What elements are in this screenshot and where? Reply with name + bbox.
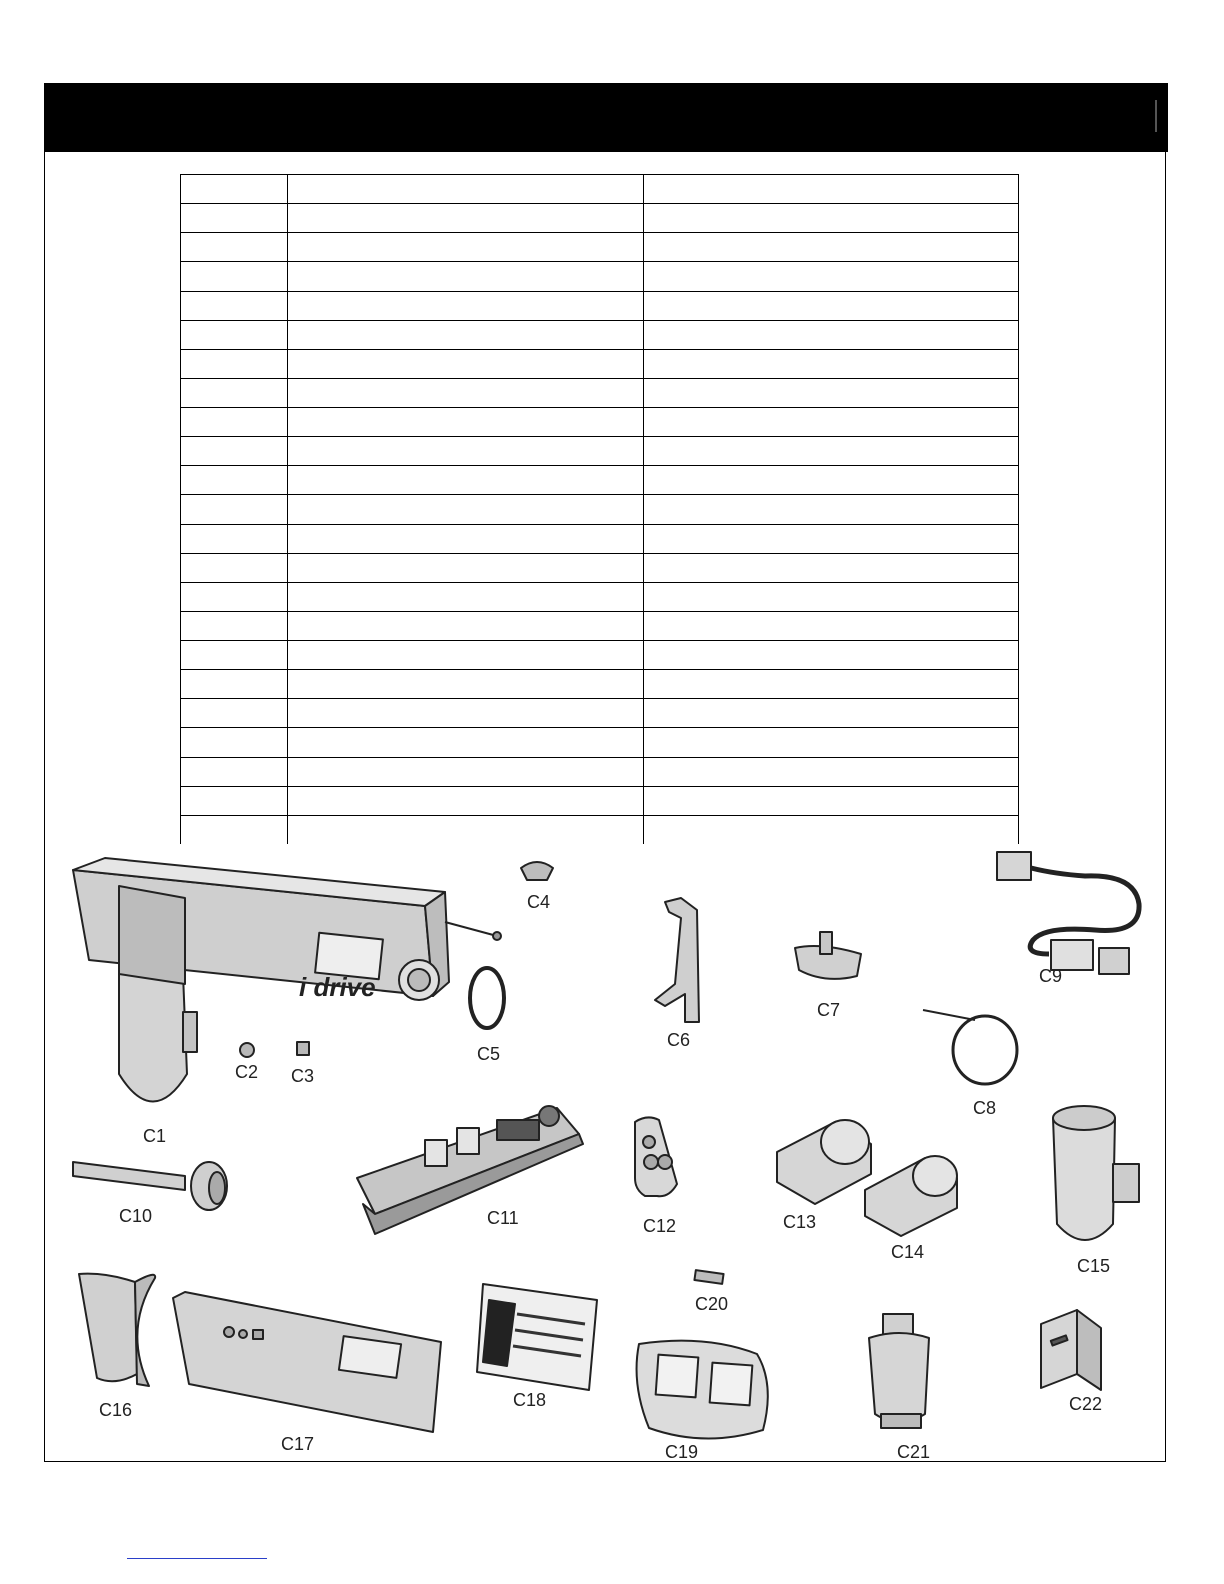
table-cell bbox=[644, 291, 1019, 320]
table-cell bbox=[181, 408, 288, 437]
table-cell bbox=[288, 320, 644, 349]
part-label-c13: C13 bbox=[783, 1212, 817, 1232]
table-cell bbox=[288, 670, 644, 699]
part-label-c4: C4 bbox=[527, 892, 551, 912]
part-label-c8: C8 bbox=[973, 1098, 997, 1118]
part-label-c14: C14 bbox=[891, 1242, 925, 1262]
table-cell bbox=[181, 641, 288, 670]
operator-unit-c1 bbox=[73, 858, 501, 1102]
table-cell bbox=[644, 670, 1019, 699]
table-row bbox=[181, 670, 1019, 699]
table-cell bbox=[644, 757, 1019, 786]
part-label-c21: C21 bbox=[897, 1442, 931, 1461]
table-cell bbox=[288, 437, 644, 466]
table-cell bbox=[288, 495, 644, 524]
table-cell bbox=[181, 757, 288, 786]
part-label-c12: C12 bbox=[643, 1216, 677, 1236]
table-cell bbox=[288, 466, 644, 495]
table-row bbox=[181, 437, 1019, 466]
table-cell bbox=[288, 582, 644, 611]
table-row bbox=[181, 495, 1019, 524]
part-label-c15: C15 bbox=[1077, 1256, 1111, 1276]
header-divider bbox=[1155, 100, 1157, 132]
table-cell bbox=[288, 699, 644, 728]
part-label-c16: C16 bbox=[99, 1400, 133, 1420]
table-cell bbox=[644, 262, 1019, 291]
table-row bbox=[181, 204, 1019, 233]
table-row bbox=[181, 699, 1019, 728]
table-cell bbox=[288, 553, 644, 582]
table-cell bbox=[288, 728, 644, 757]
o-ring-c5 bbox=[470, 968, 504, 1028]
table-cell bbox=[644, 204, 1019, 233]
pin-c20 bbox=[694, 1270, 723, 1284]
table-cell bbox=[181, 524, 288, 553]
wall-control-c19 bbox=[637, 1341, 768, 1439]
table-row bbox=[181, 262, 1019, 291]
part-label-c7: C7 bbox=[817, 1000, 841, 1020]
table-cell bbox=[644, 786, 1019, 815]
table-cell bbox=[288, 611, 644, 640]
side-panel-c16 bbox=[79, 1274, 155, 1386]
table-cell bbox=[181, 495, 288, 524]
footer-link-underline bbox=[127, 1558, 267, 1559]
part-label-c20: C20 bbox=[695, 1294, 729, 1314]
table-cell bbox=[644, 408, 1019, 437]
table-row bbox=[181, 786, 1019, 815]
table-cell bbox=[181, 320, 288, 349]
table-cell bbox=[644, 320, 1019, 349]
table-cell bbox=[181, 233, 288, 262]
table-cell bbox=[288, 175, 644, 204]
table-cell bbox=[288, 204, 644, 233]
part-label-c11: C11 bbox=[487, 1208, 519, 1228]
table-cell bbox=[644, 611, 1019, 640]
table-row bbox=[181, 291, 1019, 320]
parts-list-body bbox=[181, 175, 1019, 845]
table-cell bbox=[181, 175, 288, 204]
table-cell bbox=[288, 757, 644, 786]
table-cell bbox=[288, 815, 644, 844]
table-cell bbox=[181, 815, 288, 844]
table-row bbox=[181, 611, 1019, 640]
part-label-c6: C6 bbox=[667, 1030, 691, 1050]
table-cell bbox=[181, 466, 288, 495]
table-cell bbox=[181, 582, 288, 611]
table-cell bbox=[644, 728, 1019, 757]
part-label-c17: C17 bbox=[281, 1434, 315, 1454]
circuit-board-c11 bbox=[357, 1106, 583, 1234]
table-cell bbox=[181, 699, 288, 728]
bracket-c6 bbox=[655, 898, 699, 1022]
table-row bbox=[181, 757, 1019, 786]
parts-illustration bbox=[45, 844, 1165, 1461]
part-label-c3: C3 bbox=[291, 1066, 315, 1086]
table-cell bbox=[288, 291, 644, 320]
table-row bbox=[181, 553, 1019, 582]
knob-c7 bbox=[795, 932, 861, 979]
table-row bbox=[181, 728, 1019, 757]
part-label-c2: C2 bbox=[235, 1062, 259, 1082]
part-label-c1: C1 bbox=[143, 1126, 167, 1146]
table-cell bbox=[288, 233, 644, 262]
table-cell bbox=[644, 553, 1019, 582]
table-cell bbox=[644, 524, 1019, 553]
table-cell bbox=[644, 466, 1019, 495]
nut-c2 bbox=[240, 1043, 254, 1057]
table-row bbox=[181, 815, 1019, 844]
end-cover-c15 bbox=[1053, 1106, 1139, 1240]
table-row bbox=[181, 524, 1019, 553]
angle-bracket-c22 bbox=[1041, 1310, 1101, 1390]
table-cell bbox=[644, 437, 1019, 466]
table-row bbox=[181, 641, 1019, 670]
coupler-c13 bbox=[777, 1120, 871, 1204]
table-cell bbox=[288, 262, 644, 291]
table-cell bbox=[644, 699, 1019, 728]
table-row bbox=[181, 320, 1019, 349]
table-cell bbox=[644, 349, 1019, 378]
table-cell bbox=[644, 233, 1019, 262]
table-cell bbox=[288, 641, 644, 670]
table-cell bbox=[181, 728, 288, 757]
table-cell bbox=[644, 378, 1019, 407]
table-cell bbox=[288, 786, 644, 815]
table-cell bbox=[181, 262, 288, 291]
part-label-c22: C22 bbox=[1069, 1394, 1103, 1414]
table-cell bbox=[644, 175, 1019, 204]
table-cell bbox=[644, 495, 1019, 524]
table-cell bbox=[181, 291, 288, 320]
section-header-bar bbox=[44, 83, 1168, 152]
part-label-c5: C5 bbox=[477, 1044, 501, 1064]
table-cell bbox=[181, 378, 288, 407]
cable-c8 bbox=[923, 1010, 1017, 1084]
part-label-c18: C18 bbox=[513, 1390, 547, 1410]
table-cell bbox=[644, 815, 1019, 844]
coupler-c14 bbox=[865, 1156, 957, 1236]
table-cell bbox=[181, 204, 288, 233]
parts-list-table bbox=[180, 174, 1019, 844]
table-row bbox=[181, 582, 1019, 611]
remote-control-c12 bbox=[635, 1117, 677, 1196]
power-cord-c9 bbox=[997, 852, 1139, 974]
table-cell bbox=[181, 349, 288, 378]
table-row bbox=[181, 466, 1019, 495]
part-label-c10: C10 bbox=[119, 1206, 153, 1226]
table-cell bbox=[181, 553, 288, 582]
front-cover-c17 bbox=[173, 1292, 441, 1432]
table-cell bbox=[181, 786, 288, 815]
table-cell bbox=[288, 524, 644, 553]
part-label-c9: C9 bbox=[1039, 966, 1063, 986]
table-cell bbox=[288, 378, 644, 407]
table-cell bbox=[181, 437, 288, 466]
table-cell bbox=[644, 582, 1019, 611]
spacer-c3 bbox=[297, 1042, 309, 1055]
part-label-c19: C19 bbox=[665, 1442, 699, 1461]
table-row bbox=[181, 378, 1019, 407]
table-cell bbox=[181, 670, 288, 699]
table-cell bbox=[644, 641, 1019, 670]
bolt-c10 bbox=[73, 1162, 227, 1210]
table-row bbox=[181, 349, 1019, 378]
product-logo: i drive bbox=[299, 972, 376, 1002]
table-cell bbox=[288, 408, 644, 437]
cap-c4 bbox=[521, 862, 553, 880]
table-row bbox=[181, 233, 1019, 262]
motor-c21 bbox=[869, 1314, 929, 1428]
table-row bbox=[181, 175, 1019, 204]
label-sheet-c18 bbox=[477, 1284, 597, 1390]
table-row bbox=[181, 408, 1019, 437]
table-cell bbox=[181, 611, 288, 640]
table-cell bbox=[288, 349, 644, 378]
